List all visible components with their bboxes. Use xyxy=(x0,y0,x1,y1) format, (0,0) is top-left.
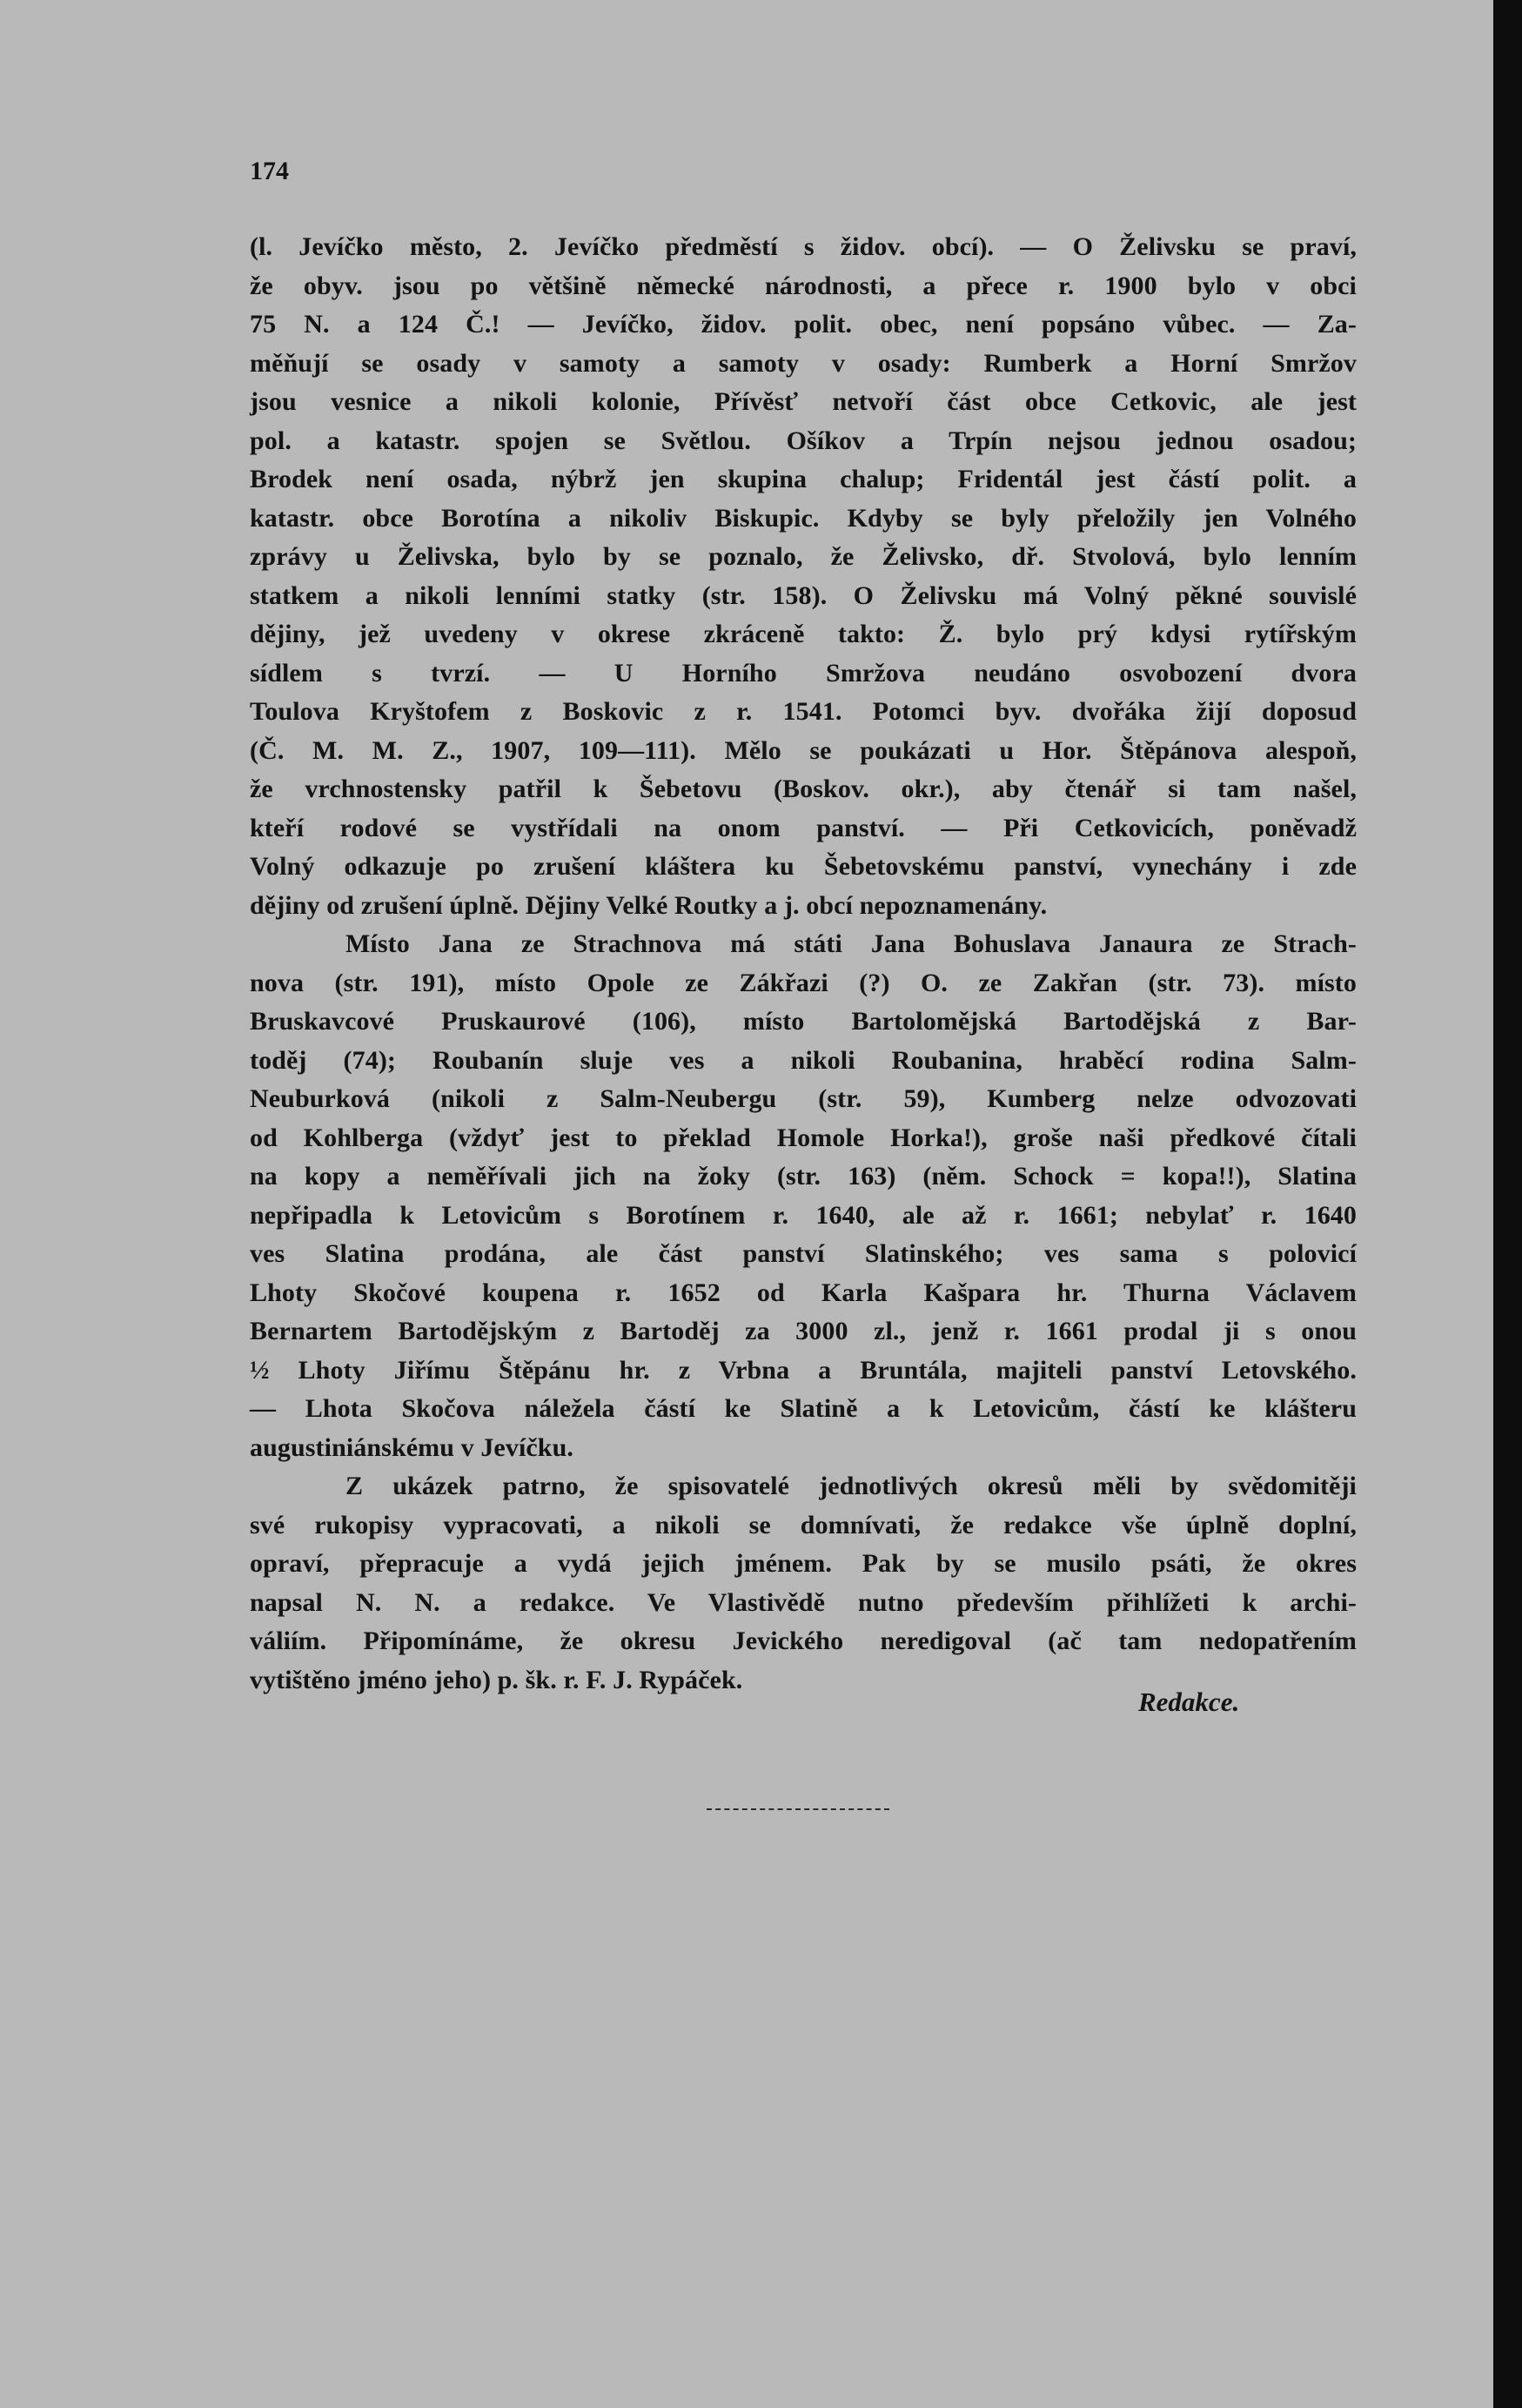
page-edge-shadow xyxy=(1493,0,1522,2408)
text-line: jsou vesnice a nikoli kolonie, Přívěsť netvoří část obce Cetkovic, ale jest xyxy=(250,387,1357,416)
text-line: kteří rodové se vystřídali na onom panství. — Při Cetkovicích, poněvadž xyxy=(250,813,1357,842)
text-line: statkem a nikoli lenními statky (str. 158). O Želivsku má Volný pěkné souvislé xyxy=(250,580,1357,610)
paragraph-start: Z ukázek patrno, že spisovatelé jednotlivých okresů měli by svědomitěji xyxy=(345,1472,1357,1500)
text-line: — Lhota Skočova náležela částí ke Slatině a k Letovicům, částí ke klášteru xyxy=(250,1394,1357,1423)
text-line: nepřipadla k Letovicům s Borotínem r. 1640, ale až r. 1661; nebylať r. 1640 xyxy=(250,1200,1357,1230)
text-line: 75 N. a 124 Č.! — Jevíčko, židov. polit. obec, není popsáno vůbec. — Za- xyxy=(250,310,1357,339)
text-line: opraví, přepracuje a vydá jejich jménem. Pak by se musilo psáti, že okres xyxy=(250,1549,1357,1578)
text-line: měňují se osady v samoty a samoty v osady: Rumberk a Horní Smržov xyxy=(250,348,1357,378)
text-line: zprávy u Želivska, bylo by se poznalo, že Želivsko, dř. Stvolová, bylo lenním xyxy=(250,542,1357,571)
text-line: Lhoty Skočové koupena r. 1652 od Karla Kašpara hr. Thurna Václavem xyxy=(250,1278,1357,1307)
body-text xyxy=(250,228,1357,1700)
text-line: že obyv. jsou po většině německé národnosti, a přece r. 1900 bylo v obci xyxy=(250,271,1357,300)
paragraph-start: Místo Jana ze Strachnova má státi Jana Bohuslava Janaura ze Strach- xyxy=(345,929,1357,958)
text-line: že vrchnostensky patřil k Šebetovu (Boskov. okr.), aby čtenář si tam našel, xyxy=(250,775,1357,803)
text-line: váliím. Připomínáme, že okresu Jevického neredigoval (ač tam nedopatřením xyxy=(250,1627,1357,1655)
text-line: katastr. obce Borotína a nikoliv Biskupic. Kdyby se byly přeložily jen Volného xyxy=(250,503,1357,533)
text-line: sídlem s tvrzí. — U Horního Smržova neudáno osvobození dvora xyxy=(250,658,1357,688)
text-line: augustiniánskému v Jevíčku. xyxy=(250,1432,573,1462)
text-line: vytištěno jméno jeho) p. šk. r. F. J. Rypáček. xyxy=(250,1665,743,1694)
page-number: 174 xyxy=(250,157,289,185)
text-line: ½ Lhoty Jiřímu Štěpánu hr. z Vrbna a Bruntála, majiteli panství Letovského. xyxy=(250,1355,1357,1385)
text-line: dějiny od zrušení úplně. Dějiny Velké Routky a j. obcí nepoznamenány. xyxy=(250,890,1048,920)
text-line: (l. Jevíčko město, 2. Jevíčko předměstí s židov. obcí). — O Želivsku se praví, xyxy=(250,232,1357,261)
text-line: Bernartem Bartodějským z Bartoděj za 3000 zl., jenž r. 1661 prodal ji s onou xyxy=(250,1317,1357,1345)
text-line: toděj (74); Roubanín sluje ves a nikoli Roubanina, hraběcí rodina Salm- xyxy=(250,1045,1357,1075)
text-line: ves Slatina prodána, ale část panství Slatinského; ves sama s polovicí xyxy=(250,1239,1357,1268)
text-line: (Č. M. M. Z., 1907, 109—111). Mělo se poukázati u Hor. Štěpánova alespoň, xyxy=(250,735,1357,765)
text-line: Neuburková (nikoli z Salm-Neubergu (str. 59), Kumberg nelze odvozovati xyxy=(250,1084,1357,1113)
text-line: Volný odkazuje po zrušení kláštera ku Šebetovskému panství, vynechány i zde xyxy=(250,852,1357,881)
text-line: své rukopisy vypracovati, a nikoli se domnívati, že redakce vše úplně doplní, xyxy=(250,1510,1357,1539)
separator-rule xyxy=(707,1808,889,1810)
text-line: od Kohlberga (vždyť jest to překlad Homole Horka!), groše naši předkové čítali xyxy=(250,1123,1357,1152)
text-line: dějiny, jež uvedeny v okrese zkráceně takto: Ž. bylo prý kdysi rytířským xyxy=(250,620,1357,648)
signature: Redakce. xyxy=(1138,1687,1240,1717)
text-line: nova (str. 191), místo Opole ze Zákřazi (?) O. ze Zakřan (str. 73). místo xyxy=(250,968,1357,997)
text-line: pol. a katastr. spojen se Světlou. Ošíkov a Trpín nejsou jednou osadou; xyxy=(250,426,1357,455)
text-line: Toulova Kryštofem z Boskovic z r. 1541. Potomci byv. dvořáka žijí doposud xyxy=(250,697,1357,726)
text-line: na kopy a neměřívali jich na žoky (str. 163) (něm. Schock = kopa!!), Slatina xyxy=(250,1162,1357,1191)
text-line: napsal N. N. a redakce. Ve Vlastivědě nutno především přihlížeti k archi- xyxy=(250,1587,1357,1617)
text-line: Brodek není osada, nýbrž jen skupina chalup; Fridentál jest částí polit. a xyxy=(250,465,1357,493)
text-line: Bruskavcové Pruskaurové (106), místo Bartolomějská Bartodějská z Bar- xyxy=(250,1007,1357,1036)
